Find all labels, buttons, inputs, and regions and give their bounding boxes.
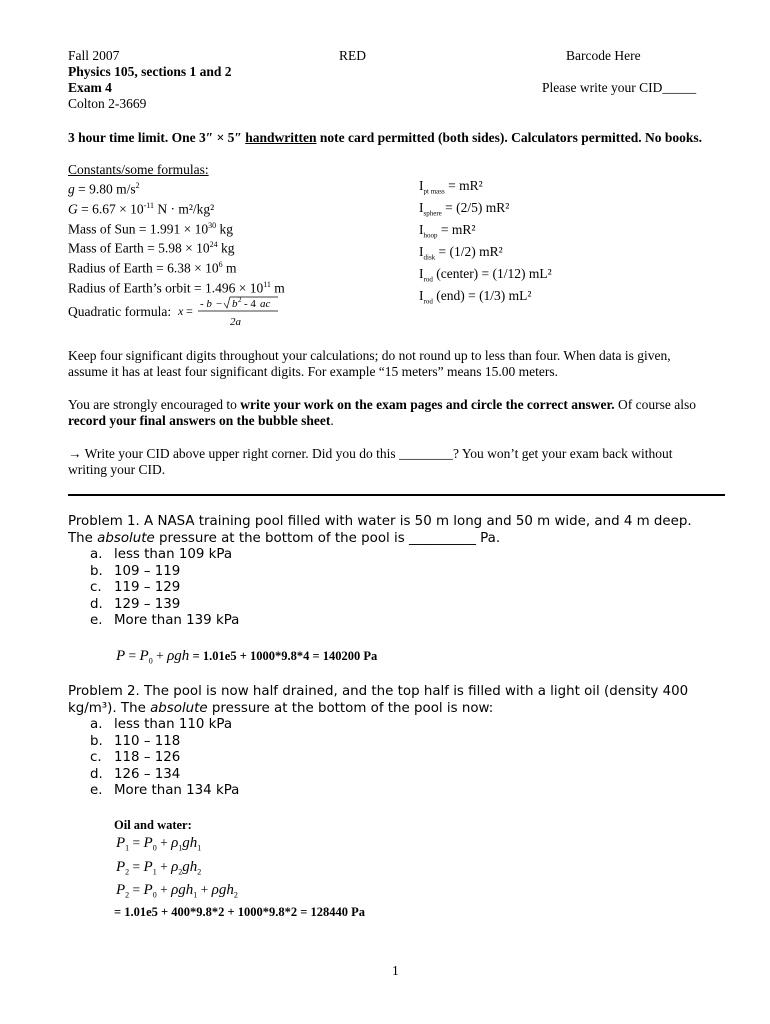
svg-text:- 4: - 4: [244, 298, 256, 310]
inertia-disk: $I_{disk} = (1/2)$ mR²: [419, 243, 503, 262]
sigfigs-line-1: Keep four significant digits throughout your calculations; do not round up to less than four. When data is given,: [68, 348, 671, 363]
cid-reminder-2: writing your CID.: [68, 462, 166, 477]
p2-option-d[interactable]: d. 126 – 134: [90, 766, 181, 782]
instructor: Colton 2-3669: [68, 96, 147, 111]
constant-G: $G = 6.67 \times 10^{-11}$ N · m²/kg²: [68, 200, 215, 217]
svg-text:- b: - b: [200, 298, 212, 310]
p1-option-a[interactable]: a. less than 109 kPa: [90, 547, 233, 562]
inertia-sphere: $I_{sphere} = (2/5)$ mR²: [419, 199, 510, 218]
constant-radius-earth: Radius of Earth = $6.38 \times 10^6$ m: [68, 260, 237, 276]
problem-2-line-2: kg/m³). The absolute pressure at the bottom of the pool is now:: [68, 700, 494, 716]
svg-text:2: 2: [238, 296, 242, 304]
constants-left: [68, 178, 285, 297]
p1-option-b[interactable]: b. 109 – 119: [90, 563, 181, 579]
problem-1: [68, 514, 728, 630]
p2-option-a[interactable]: a. less than 110 kPa: [90, 717, 233, 732]
quadratic-label: Quadratic formula:: [68, 304, 172, 319]
constant-radius-orbit: Radius of Earth’s orbit = $1.496 \times 10^{11}$ m: [68, 279, 285, 296]
p1-option-c[interactable]: c. 119 – 129: [90, 580, 181, 595]
exam-title: Exam 4: [68, 80, 112, 95]
inertia-hoop: $I_{hoop} = mR^2$: [419, 221, 476, 240]
inertia-rod-center: $I_{rod}$ (center) = (1/12) mL²: [419, 265, 552, 284]
problem-2-line-1: Problem 2. The pool is now half drained, and the top half is filled with a light oil (density 400: [68, 684, 689, 699]
exam-color: RED: [339, 48, 366, 63]
constant-g: g = 9.80 $m/s^2$: [68, 181, 140, 197]
constants-heading: Constants/some formulas:: [68, 162, 209, 177]
equation-p1: $P_1 = P_0 + \rho_1gh_1$: [116, 835, 202, 853]
problem-2-options: [68, 717, 728, 800]
problem-1-options: [68, 547, 728, 630]
problem-1-line-1: Problem 1. A NASA training pool filled with water is 50 m long and 50 m wide, and 4 m deep.: [68, 514, 692, 529]
svg-text:=: =: [186, 304, 193, 318]
problem-2: [68, 684, 728, 800]
equation-p2: $P_2 = P_1 + \rho_2gh_2$: [116, 859, 202, 877]
constant-mass-earth: Mass of Earth = $5.98 \times 10^{24}$ kg: [68, 240, 235, 256]
encourage-line-1: You are strongly encouraged to write your work on the exam pages and circle the correct answer. Of course also: [68, 397, 697, 412]
p1-option-d[interactable]: d. 129 – 139: [90, 596, 181, 612]
svg-text:2a: 2a: [230, 316, 241, 328]
handwritten-word: handwritten: [245, 130, 317, 145]
term: Fall 2007: [68, 48, 120, 63]
svg-text:ac: ac: [260, 298, 271, 310]
barcode-placeholder: Barcode Here: [566, 48, 641, 63]
encourage-line-2: record your final answers on the bubble sheet.: [68, 413, 334, 428]
constant-mass-sun: Mass of Sun = $1.991 \times 10^{30}$ kg: [68, 220, 233, 237]
svg-text:x: x: [178, 304, 184, 318]
quadratic-formula: [176, 294, 280, 330]
cid-prompt: Please write your CID_____: [542, 80, 697, 95]
equation-p2-expanded: $P_2 = P_0 + \rho gh_1 + \rho gh_2$: [116, 882, 238, 900]
p2-option-e[interactable]: e. More than 134 kPa: [90, 783, 240, 798]
p2-option-b[interactable]: b. 110 – 118: [90, 733, 181, 749]
p1-option-e[interactable]: e. More than 139 kPa: [90, 613, 240, 628]
exam-rules: [68, 130, 702, 146]
sigfigs-line-2: assume it has at least four significant digits. For example “15 meters” means 15.00 meters.: [68, 364, 559, 379]
rules-rest: note card permitted (both sides). Calculators permitted. No books.: [316, 130, 702, 145]
problem-2-solution: = 1.01e5 + 400*9.8*2 + 1000*9.8*2 = 128440 Pa: [114, 905, 366, 919]
problem-2-solution-heading: Oil and water:: [114, 818, 192, 832]
problem-1-solution: $P = P_0 + \rho gh = 1.01e5 + 1000*9.8*4 = 140200$ Pa: [116, 648, 378, 666]
svg-text:−: −: [216, 298, 223, 310]
inertia-formulas: [419, 178, 552, 310]
page-number: 1: [392, 963, 399, 978]
inertia-rod-end: $I_{rod}$ (end) = (1/3) mL²: [419, 287, 532, 306]
section-divider: [68, 494, 725, 496]
course-title: Physics 105, sections 1 and 2: [68, 64, 232, 79]
problem-1-line-2: The absolute pressure at the bottom of the pool is __________ Pa.: [68, 530, 501, 546]
time-limit: 3 hour time limit. One 3″ × 5″: [68, 130, 246, 145]
svg-text:b: b: [232, 298, 238, 310]
p2-option-c[interactable]: c. 118 – 126: [90, 750, 181, 765]
inertia-point-mass: $I_{pt mass} = mR^2$: [419, 178, 483, 196]
cid-reminder-1: → Write your CID above upper right corner. Did you do this ________? You won’t get your exam back without: [68, 446, 673, 461]
